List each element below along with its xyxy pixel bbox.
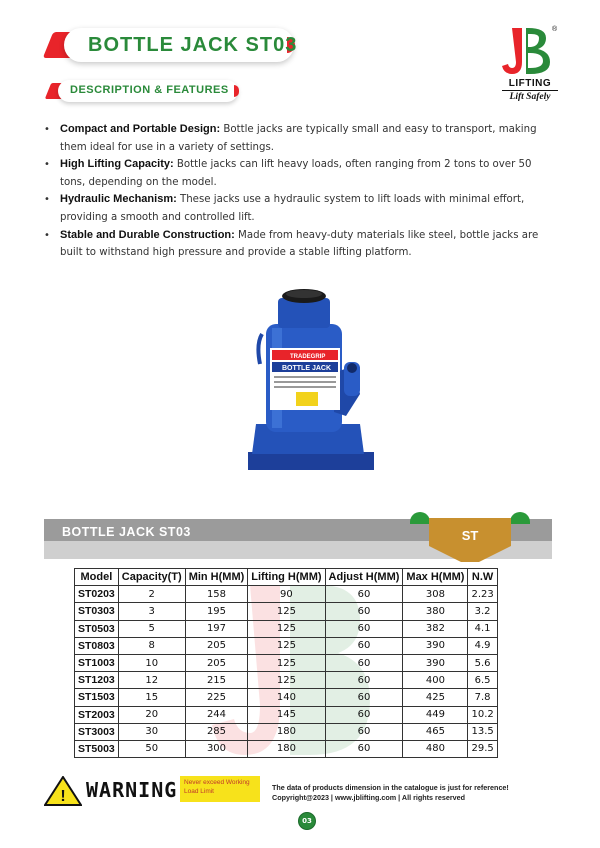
cell: 205 xyxy=(185,654,248,671)
cell-model: ST0803 xyxy=(75,637,119,654)
cell: 50 xyxy=(118,740,185,757)
cell: 180 xyxy=(248,723,325,740)
cell: 8 xyxy=(118,637,185,654)
cell: 15 xyxy=(118,689,185,706)
cell: 5.6 xyxy=(468,654,497,671)
registered-mark: ® xyxy=(552,26,558,33)
feature-text: Bottle jacks can lift heavy loads, often ranging from 2 tons to over 50 tons, depending on the model. xyxy=(60,159,532,188)
table-row xyxy=(75,706,498,723)
cell: 4.9 xyxy=(468,637,497,654)
cell: 10.2 xyxy=(468,706,497,723)
warning-word: WARNING xyxy=(86,778,178,802)
cell: 3.2 xyxy=(468,603,497,620)
band-title: BOTTLE JACK ST03 xyxy=(62,525,191,539)
feature-text: Bottle jacks are typically small and easy to transport, making them ideal for use in a variety of settings. xyxy=(60,124,537,153)
feature-item xyxy=(44,227,544,262)
cell: 4.1 xyxy=(468,620,497,637)
cell: 125 xyxy=(248,654,325,671)
col-header: Adjust H(MM) xyxy=(325,569,403,586)
cell: 60 xyxy=(325,620,403,637)
warning-triangle-icon xyxy=(44,776,82,806)
cell: 2 xyxy=(118,586,185,603)
page-title: BOTTLE JACK ST03 xyxy=(88,34,298,56)
cell-model: ST1503 xyxy=(75,689,119,706)
cell: 380 xyxy=(403,603,468,620)
cell: 30 xyxy=(118,723,185,740)
table-row xyxy=(75,723,498,740)
cell: 125 xyxy=(248,672,325,689)
cell: 20 xyxy=(118,706,185,723)
cell: 449 xyxy=(403,706,468,723)
cell: 425 xyxy=(403,689,468,706)
bullet-icon: • xyxy=(44,194,50,206)
cell: 125 xyxy=(248,620,325,637)
cell: 7.8 xyxy=(468,689,497,706)
jb-logo-icon xyxy=(498,22,562,80)
cell: 13.5 xyxy=(468,723,497,740)
col-header: Min H(MM) xyxy=(185,569,248,586)
cell: 308 xyxy=(403,586,468,603)
bullet-icon: • xyxy=(44,159,50,171)
table-row xyxy=(75,603,498,620)
table-header-row xyxy=(75,569,498,586)
cell: 60 xyxy=(325,723,403,740)
cell: 12 xyxy=(118,672,185,689)
cell: 382 xyxy=(403,620,468,637)
green-tab-left xyxy=(410,512,430,524)
col-header: Capacity(T) xyxy=(118,569,185,586)
feature-item xyxy=(44,121,544,156)
warning-banner xyxy=(44,776,260,804)
table-row xyxy=(75,672,498,689)
cell-model: ST1203 xyxy=(75,672,119,689)
cell: 60 xyxy=(325,672,403,689)
cell: 215 xyxy=(185,672,248,689)
table-row xyxy=(75,620,498,637)
cell: 244 xyxy=(185,706,248,723)
warning-note: Never exceed Working Load Limit xyxy=(184,779,250,795)
feature-item xyxy=(44,156,544,191)
cell: 2.23 xyxy=(468,586,497,603)
feature-item xyxy=(44,191,544,226)
feature-text: Made from heavy-duty materials like steel, bottle jacks are built to withstand high pressure and provide a stable lifting platform. xyxy=(60,229,539,259)
logo-brand: LIFTING xyxy=(502,78,558,91)
label-name: BOTTLE JACK xyxy=(282,365,331,372)
logo-tagline: Lift Safely xyxy=(509,92,551,102)
table-row xyxy=(75,689,498,706)
feature-title: Stable and Durable Construction: xyxy=(60,228,235,241)
warning-symbol: ! xyxy=(60,788,66,805)
table-row xyxy=(75,586,498,603)
cell: 29.5 xyxy=(468,740,497,757)
cell: 480 xyxy=(403,740,468,757)
feature-text: These jacks use a hydraulic system to lift loads with minimal effort, providing a smooth and controlled lift. xyxy=(60,194,525,223)
feature-title: Hydraulic Mechanism: xyxy=(60,193,177,206)
cell: 465 xyxy=(403,723,468,740)
spec-table xyxy=(74,568,498,758)
cell: 60 xyxy=(325,654,403,671)
jb-lifting-logo xyxy=(498,22,562,104)
footer-disclaimer xyxy=(272,783,509,803)
cell: 158 xyxy=(185,586,248,603)
cell: 140 xyxy=(248,689,325,706)
bottle-jack-image xyxy=(236,284,386,474)
page-number: 03 xyxy=(298,812,316,830)
cell: 180 xyxy=(248,740,325,757)
cell-model: ST5003 xyxy=(75,740,119,757)
cell: 197 xyxy=(185,620,248,637)
cell-model: ST3003 xyxy=(75,723,119,740)
cell: 125 xyxy=(248,603,325,620)
cell: 6.5 xyxy=(468,672,497,689)
cell: 195 xyxy=(185,603,248,620)
feature-title: Compact and Portable Design: xyxy=(60,123,221,135)
section-pill-accent xyxy=(234,85,239,97)
cell: 60 xyxy=(325,706,403,723)
col-header: Model xyxy=(75,569,119,586)
cell: 60 xyxy=(325,689,403,706)
cell-model: ST0303 xyxy=(75,603,119,620)
cell: 145 xyxy=(248,706,325,723)
cell: 125 xyxy=(248,637,325,654)
bullet-icon: • xyxy=(44,229,50,241)
table-row xyxy=(75,740,498,757)
cell: 60 xyxy=(325,740,403,757)
feature-title: High Lifting Capacity: xyxy=(60,158,174,171)
cell: 400 xyxy=(403,672,468,689)
col-header: Lifting H(MM) xyxy=(248,569,325,586)
cell: 3 xyxy=(118,603,185,620)
st-badge xyxy=(429,518,511,562)
cell: 300 xyxy=(185,740,248,757)
cell-model: ST1003 xyxy=(75,654,119,671)
section-title: DESCRIPTION & FEATURES xyxy=(70,84,229,96)
title-bar xyxy=(44,28,298,62)
green-tab-right xyxy=(510,512,530,524)
label-brand: TRADEGRIP xyxy=(290,354,326,360)
table-row xyxy=(75,637,498,654)
col-header: Max H(MM) xyxy=(403,569,468,586)
cell: 5 xyxy=(118,620,185,637)
cell: 225 xyxy=(185,689,248,706)
cell: 90 xyxy=(248,586,325,603)
cell: 390 xyxy=(403,654,468,671)
feature-list xyxy=(44,121,544,262)
cell-model: ST0503 xyxy=(75,620,119,637)
warning-note-box xyxy=(180,776,260,802)
cell: 10 xyxy=(118,654,185,671)
bullet-icon: • xyxy=(44,124,50,135)
cell: 60 xyxy=(325,603,403,620)
cell: 285 xyxy=(185,723,248,740)
cell: 205 xyxy=(185,637,248,654)
cell-model: ST2003 xyxy=(75,706,119,723)
section-heading xyxy=(48,80,238,102)
footer-line-1: The data of products dimension in the catalogue is just for reference! xyxy=(272,783,509,792)
table-row xyxy=(75,654,498,671)
footer-line-2: Copyright@2023 | www.jblifting.com | All rights reserved xyxy=(272,793,466,802)
cell: 60 xyxy=(325,586,403,603)
cell-model: ST0203 xyxy=(75,586,119,603)
cell: 60 xyxy=(325,637,403,654)
cell: 390 xyxy=(403,637,468,654)
st-badge-label: ST xyxy=(461,528,479,543)
col-header: N.W xyxy=(468,569,497,586)
